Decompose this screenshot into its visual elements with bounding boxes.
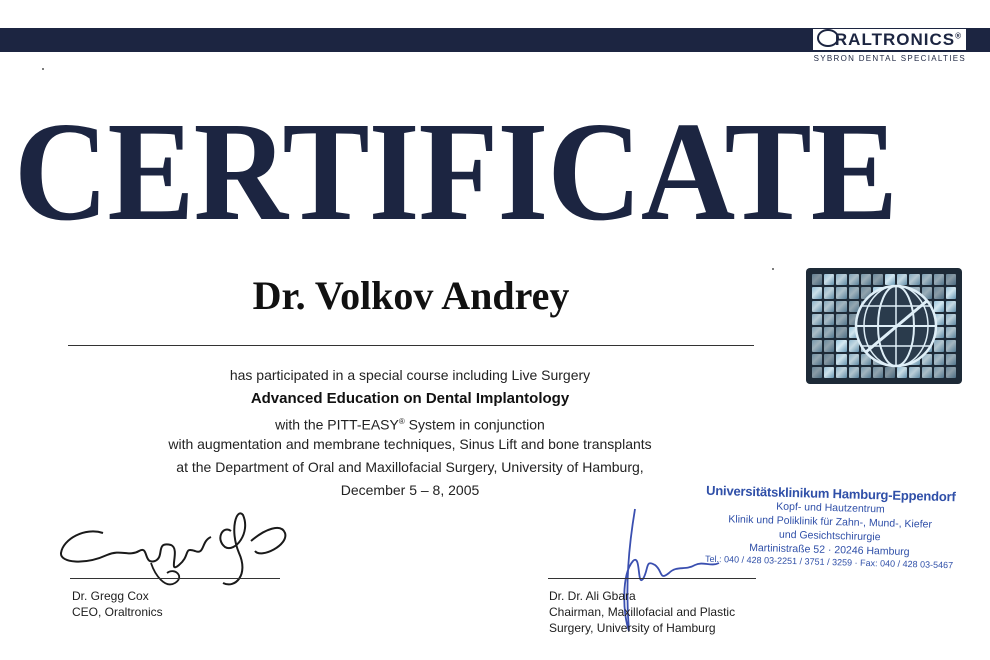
body-line-department: at the Department of Oral and Maxillofacial Surgery, University of Hamburg, xyxy=(176,459,644,475)
globe-icon xyxy=(852,282,940,370)
stamp-title: Universitätsklinikum Hamburg-Eppendorf xyxy=(705,482,956,505)
hologram-tile xyxy=(824,287,834,298)
signer-right xyxy=(549,588,735,636)
hologram-tile xyxy=(812,301,822,312)
hologram-tile xyxy=(824,367,834,378)
hologram-tile xyxy=(946,354,956,365)
recipient-name: Dr. Volkov Andrey xyxy=(252,273,570,318)
body-line-system: with the PITT-EASY® System in conjunction xyxy=(275,416,545,433)
hologram-tile xyxy=(812,367,822,378)
certificate-title: CERTIFICATE xyxy=(14,92,897,250)
signer-right-title-2: Surgery, University of Hamburg xyxy=(549,621,716,635)
recipient-underline xyxy=(68,345,754,346)
hologram-tile xyxy=(812,340,822,351)
hologram-tile xyxy=(824,314,834,325)
hologram-tile xyxy=(836,327,846,338)
body-line-participation: has participated in a special course including Live Surgery xyxy=(229,367,591,383)
signer-left xyxy=(72,588,163,620)
signature-line-left xyxy=(70,578,280,579)
signer-right-title-1: Chairman, Maxillofacial and Plastic xyxy=(549,605,736,619)
brand-subtitle: SYBRON DENTAL SPECIALTIES xyxy=(813,54,966,63)
hologram-tile xyxy=(824,340,834,351)
hologram-tile xyxy=(812,287,822,298)
body-line-techniques: with augmentation and membrane techniques, Sinus Lift and bone transplants xyxy=(168,436,652,452)
hologram-tile xyxy=(946,340,956,351)
paper-speck xyxy=(42,68,44,70)
hologram-tile xyxy=(836,340,846,351)
course-title: Advanced Education on Dental Implantology xyxy=(250,390,570,407)
certificate-body xyxy=(60,364,760,502)
hologram-tile xyxy=(836,354,846,365)
paper-speck xyxy=(772,268,774,270)
stamp-phone: Tel.: 040 / 428 03-2251 / 3751 / 3259 · Fax: 040 / 428 03-5467 xyxy=(704,553,954,571)
hologram-seal xyxy=(806,268,962,384)
university-stamp xyxy=(689,482,971,570)
brand-name: RALTRONICS® xyxy=(813,29,966,50)
hologram-tile xyxy=(812,327,822,338)
signer-left-name: Dr. Gregg Cox xyxy=(72,589,149,603)
signature-line-right xyxy=(548,578,756,579)
hologram-tile xyxy=(836,287,846,298)
hologram-tile xyxy=(812,354,822,365)
hologram-tile xyxy=(824,301,834,312)
stamp-line: Martinistraße 52 · 20246 Hamburg xyxy=(749,541,910,559)
hologram-tile xyxy=(812,314,822,325)
hologram-tile xyxy=(836,314,846,325)
stamp-line: und Gesichtschirurgie xyxy=(778,528,881,544)
stamp-line: Klinik und Poliklinik für Zahn-, Mund-, Kiefer xyxy=(728,513,933,531)
course-date: December 5 – 8, 2005 xyxy=(340,482,480,498)
hologram-tile xyxy=(836,301,846,312)
hologram-tile xyxy=(946,367,956,378)
signer-right-name: Dr. Dr. Ali Gbara xyxy=(549,589,636,603)
hologram-tile xyxy=(824,354,834,365)
hologram-tile xyxy=(836,274,846,285)
signer-left-title: CEO, Oraltronics xyxy=(72,605,163,619)
hologram-tile xyxy=(946,287,956,298)
hologram-tile xyxy=(824,274,834,285)
hologram-tile xyxy=(812,274,822,285)
hologram-tile xyxy=(946,314,956,325)
hologram-tile xyxy=(946,274,956,285)
hologram-tile xyxy=(946,301,956,312)
hologram-tile xyxy=(824,327,834,338)
stamp-line: Kopf- und Hautzentrum xyxy=(776,500,885,516)
hologram-tile xyxy=(946,327,956,338)
oraltronics-logo xyxy=(813,29,966,63)
hologram-tile xyxy=(836,367,846,378)
